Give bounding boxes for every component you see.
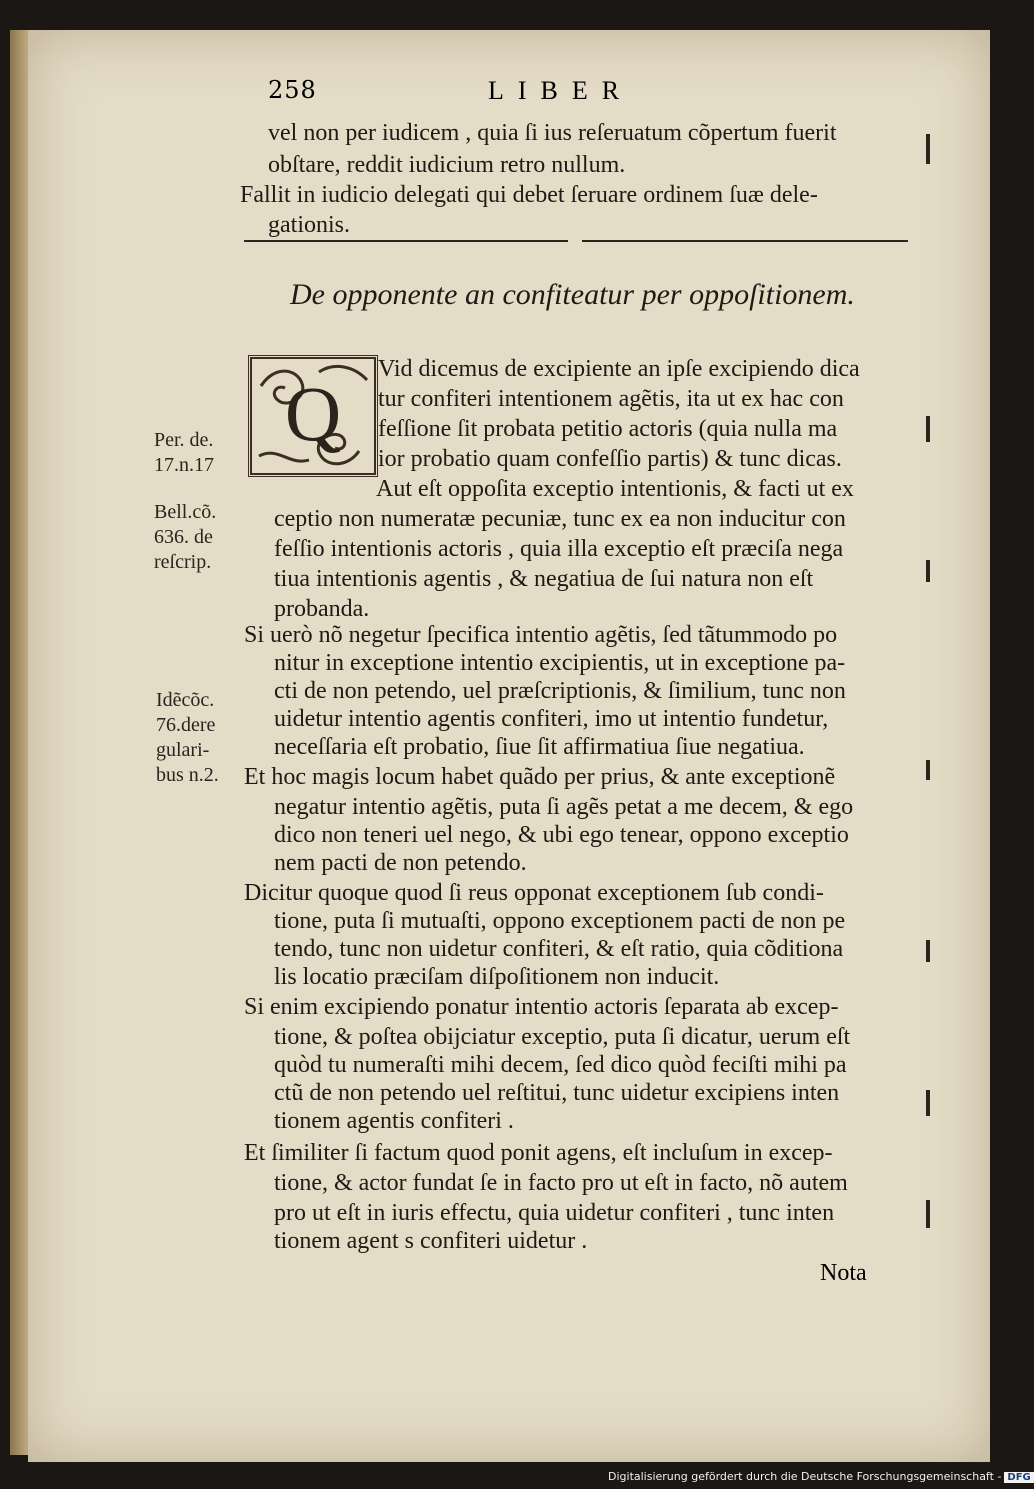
text-line: obſtare, reddit iudicium retro nullum. — [268, 152, 626, 178]
text-line: neceſſaria eſt probatio, ſiue ſit affirmatiua ſiue negatiua. — [274, 734, 805, 760]
text-line: gationis. — [268, 212, 350, 238]
text-line: tur confiteri intentionem agẽtis, ita ut ex hac con — [378, 386, 844, 412]
text-line: pro ut eſt in iuris effectu, quia uidetur confiteri , tunc inten — [274, 1200, 835, 1226]
text-line: Si enim excipiendo ponatur intentio actoris ſeparata ab excep- — [244, 994, 839, 1020]
text-line: Et ſimiliter ſi factum quod ponit agens, eſt incluſum in excep- — [244, 1140, 833, 1166]
text-line: tione, & actor fundat ſe in facto pro ut eſt in facto, nõ autem — [274, 1170, 848, 1196]
text-line: probanda. — [274, 596, 370, 622]
text-line: tionem agent s confiteri uidetur . — [274, 1228, 588, 1254]
text-line: tionem agentis confiteri . — [274, 1108, 514, 1134]
bleed-through-mark — [926, 134, 930, 164]
running-head: LIBER — [488, 76, 634, 105]
text-line: tiua intentionis agentis , & negatiua de ſui natura non eſt — [274, 566, 814, 592]
footer-credit — [608, 1470, 1034, 1483]
text-line: quòd tu numeraſti mihi decem, ſed dico quòd feciſti mihi pa — [274, 1052, 847, 1078]
text-line: Aut eſt oppoſita exceptio intentionis, & facti ut ex — [376, 476, 854, 502]
text-line: ceptio non numeratæ pecuniæ, tunc ex ea non inducitur con — [274, 506, 846, 532]
margin-note-line: Per. de. — [154, 429, 214, 451]
text-line: ior probatio quam confeſſio partis) & tunc dicas. — [378, 446, 842, 472]
bleed-through-mark — [926, 416, 930, 442]
text-line: ctũ de non petendo uel reſtitui, tunc uidetur excipiens inten — [274, 1080, 840, 1106]
text-line: cti de non petendo, uel præſcriptionis, & ſimilium, tunc non — [274, 678, 846, 704]
footer-text: Digitalisierung gefördert durch die Deutsche Forschungsgemeinschaft - — [608, 1470, 1002, 1483]
bleed-through-mark — [926, 760, 930, 780]
margin-note-line: 636. de — [154, 526, 213, 548]
text-line: Dicitur quoque quod ſi reus opponat exceptionem ſub condi- — [244, 880, 824, 906]
divider-rule-left — [244, 240, 568, 242]
text-line: lis locatio præciſam diſpoſitionem non inducit. — [274, 964, 720, 990]
text-line: Si uerò nõ negetur ſpecifica intentio agẽtis, ſed tãtummodo po — [244, 622, 838, 648]
margin-note-line: gulari- — [156, 739, 210, 761]
text-line: tendo, tunc non uidetur confiteri, & eſt ratio, quia cõditiona — [274, 936, 844, 962]
page-header — [268, 76, 968, 108]
margin-note — [154, 500, 216, 575]
text-line: dico non teneri uel nego, & ubi ego tenear, oppono exceptio — [274, 822, 849, 848]
text-line: vel non per iudicem , quia ſi ius reſeruatum cõpertum fuerit — [268, 120, 837, 146]
dfg-logo-icon: DFG — [1004, 1472, 1033, 1483]
text-line: negatur intentio agẽtis, puta ſi agẽs petat a me decem, & ego — [274, 794, 854, 820]
margin-note-line: 17.n.17 — [154, 454, 214, 476]
bleed-through-mark — [926, 560, 930, 582]
text-line: feſſione ſit probata petitio actoris (quia nulla ma — [378, 416, 838, 442]
margin-note — [156, 688, 219, 788]
page-number: 258 — [268, 76, 317, 104]
catchword: Nota — [820, 1260, 867, 1286]
margin-note-line: bus n.2. — [156, 764, 219, 786]
text-line: Fallit in iudicio delegati qui debet ſeruare ordinem ſuæ dele- — [240, 182, 818, 208]
text-line: nem pacti de non petendo. — [274, 850, 527, 876]
text-line: tione, & poſtea obijciatur exceptio, puta ſi dicatur, uerum eſt — [274, 1024, 851, 1050]
margin-note-line: reſcrip. — [154, 551, 212, 573]
margin-note — [154, 428, 214, 478]
margin-note-line: Idẽcõc. — [156, 689, 215, 711]
divider-rule-right — [582, 240, 908, 242]
text-line: tione, puta ſi mutuaſti, oppono exceptionem pacti de non pe — [274, 908, 846, 934]
text-line: nitur in exceptione intentio excipientis, ut in exceptione pa- — [274, 650, 846, 676]
main-body — [244, 356, 924, 1256]
drop-initial-letter: Q — [284, 370, 342, 457]
text-line: feſſio intentionis actoris , quia illa exceptio eſt præciſa nega — [274, 536, 844, 562]
margin-note-line: 76.dere — [156, 714, 216, 736]
bleed-through-mark — [926, 1090, 930, 1116]
bleed-through-mark — [926, 940, 930, 962]
text-line: Vid dicemus de excipiente an ipſe excipiendo dica — [378, 356, 860, 382]
margin-note-line: Bell.cõ. — [154, 501, 217, 523]
text-line: uidetur intentio agentis confiteri, imo ut intentio fundetur, — [274, 706, 829, 732]
section-title: De opponente an confiteatur per oppoſitionem. — [290, 278, 855, 311]
text-line: Et hoc magis locum habet quãdo per prius, & ante exceptionẽ — [244, 764, 836, 790]
top-paragraphs — [240, 116, 920, 246]
bleed-through-mark — [926, 1200, 930, 1228]
